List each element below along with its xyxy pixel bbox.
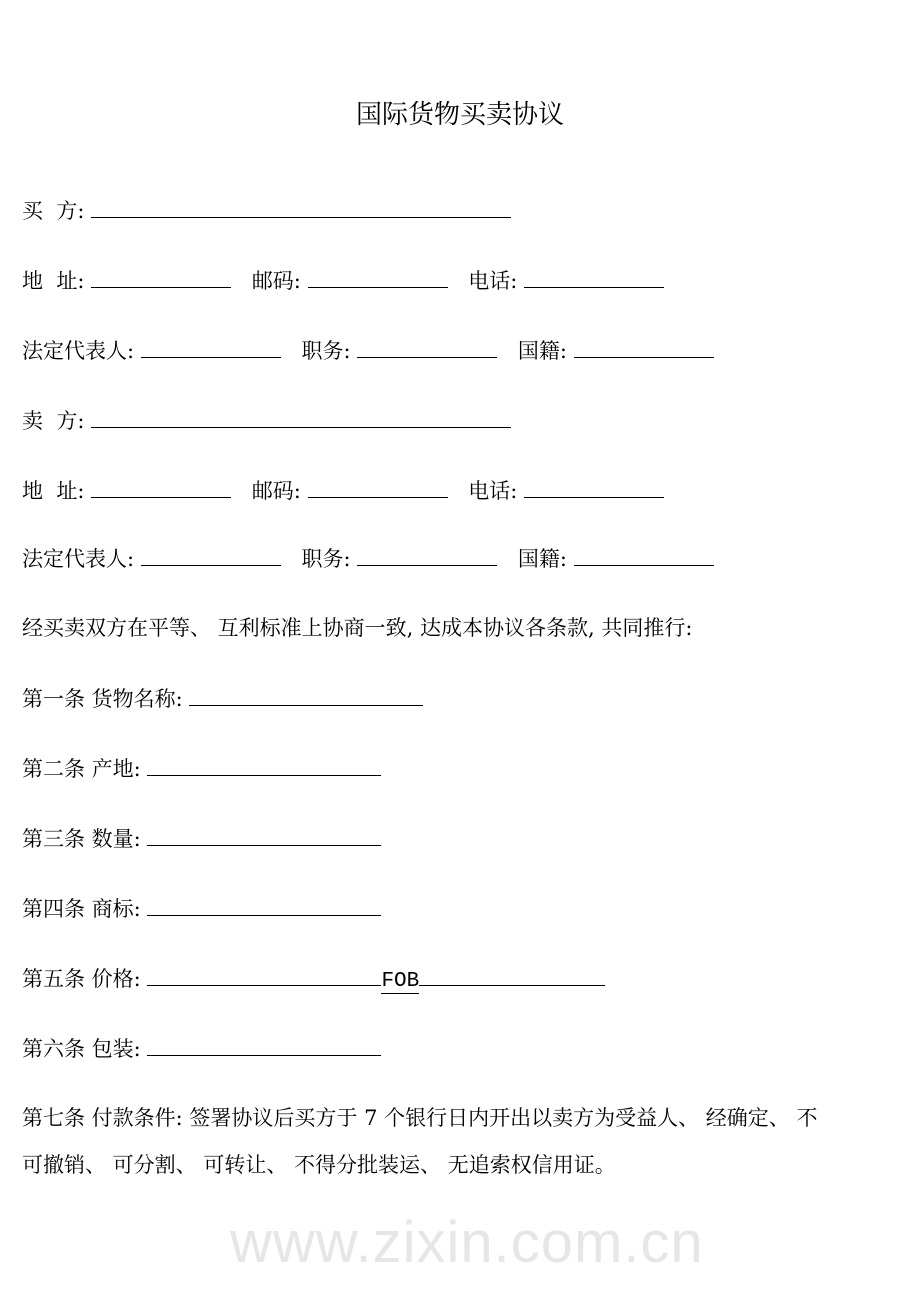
seller-contact-line bbox=[22, 475, 664, 506]
buyer-phone-field[interactable] bbox=[524, 265, 664, 288]
goods-name-field[interactable] bbox=[189, 683, 423, 706]
article-4 bbox=[22, 893, 381, 924]
seller-rep-line bbox=[22, 543, 714, 574]
seller-address-field[interactable] bbox=[91, 475, 231, 498]
quantity-field[interactable] bbox=[147, 823, 381, 846]
buyer-phone-label: 电话: bbox=[468, 269, 518, 293]
article-2 bbox=[22, 753, 381, 784]
seller-postcode-field[interactable] bbox=[308, 475, 448, 498]
buyer-address-field[interactable] bbox=[91, 265, 231, 288]
buyer-nationality-label: 国籍: bbox=[517, 339, 567, 363]
buyer-nationality-field[interactable] bbox=[574, 335, 714, 358]
article-label: 第四条 商标: bbox=[22, 897, 141, 921]
seller-nationality-label: 国籍: bbox=[517, 547, 567, 571]
article-5 bbox=[22, 963, 605, 997]
article-6 bbox=[22, 1033, 381, 1064]
article-1 bbox=[22, 683, 423, 714]
article-3 bbox=[22, 823, 381, 854]
article-label: 第六条 包装: bbox=[22, 1037, 141, 1061]
article-7-line-2: 可撤销、 可分割、 可转让、 不得分批装运、 无追索权信用证。 bbox=[22, 1153, 616, 1177]
intro-paragraph: 经买卖双方在平等、 互利标准上协商一致, 达成本协议各条款, 共同推行: bbox=[22, 616, 693, 640]
seller-position-field[interactable] bbox=[357, 543, 497, 566]
article-label: 第五条 价格: bbox=[22, 967, 141, 991]
buyer-rep-label: 法定代表人: bbox=[22, 339, 135, 363]
buyer-rep-field[interactable] bbox=[141, 335, 281, 358]
article-label: 第二条 产地: bbox=[22, 757, 141, 781]
buyer-name-field[interactable] bbox=[91, 195, 511, 218]
seller-address-label: 地 址: bbox=[22, 479, 85, 503]
buyer-label: 买 方: bbox=[22, 199, 85, 223]
watermark: www.zixin.com.cn bbox=[230, 1210, 704, 1275]
buyer-rep-line bbox=[22, 335, 714, 366]
buyer-line bbox=[22, 195, 511, 226]
seller-nationality-field[interactable] bbox=[574, 543, 714, 566]
fob-label: FOB bbox=[381, 970, 420, 993]
price-field[interactable] bbox=[147, 963, 381, 986]
fob-port-field[interactable] bbox=[419, 963, 605, 986]
packing-field[interactable] bbox=[147, 1033, 381, 1056]
buyer-postcode-label: 邮码: bbox=[251, 269, 301, 293]
seller-line bbox=[22, 405, 511, 436]
article-7-line-1: 第七条 付款条件: 签署协议后买方于 7 个银行日内开出以卖方为受益人、 经确定、 不 bbox=[22, 1106, 818, 1130]
seller-rep-field[interactable] bbox=[141, 543, 281, 566]
buyer-postcode-field[interactable] bbox=[308, 265, 448, 288]
origin-field[interactable] bbox=[147, 753, 381, 776]
seller-name-field[interactable] bbox=[91, 405, 511, 428]
seller-position-label: 职务: bbox=[301, 547, 351, 571]
seller-postcode-label: 邮码: bbox=[251, 479, 301, 503]
seller-phone-field[interactable] bbox=[524, 475, 664, 498]
buyer-address-label: 地 址: bbox=[22, 269, 85, 293]
seller-label: 卖 方: bbox=[22, 409, 85, 433]
buyer-contact-line bbox=[22, 265, 664, 296]
article-label: 第三条 数量: bbox=[22, 827, 141, 851]
buyer-position-field[interactable] bbox=[357, 335, 497, 358]
article-label: 第一条 货物名称: bbox=[22, 687, 183, 711]
buyer-position-label: 职务: bbox=[301, 339, 351, 363]
trademark-field[interactable] bbox=[147, 893, 381, 916]
document-title: 国际货物买卖协议 bbox=[355, 100, 564, 130]
seller-phone-label: 电话: bbox=[468, 479, 518, 503]
seller-rep-label: 法定代表人: bbox=[22, 547, 135, 571]
